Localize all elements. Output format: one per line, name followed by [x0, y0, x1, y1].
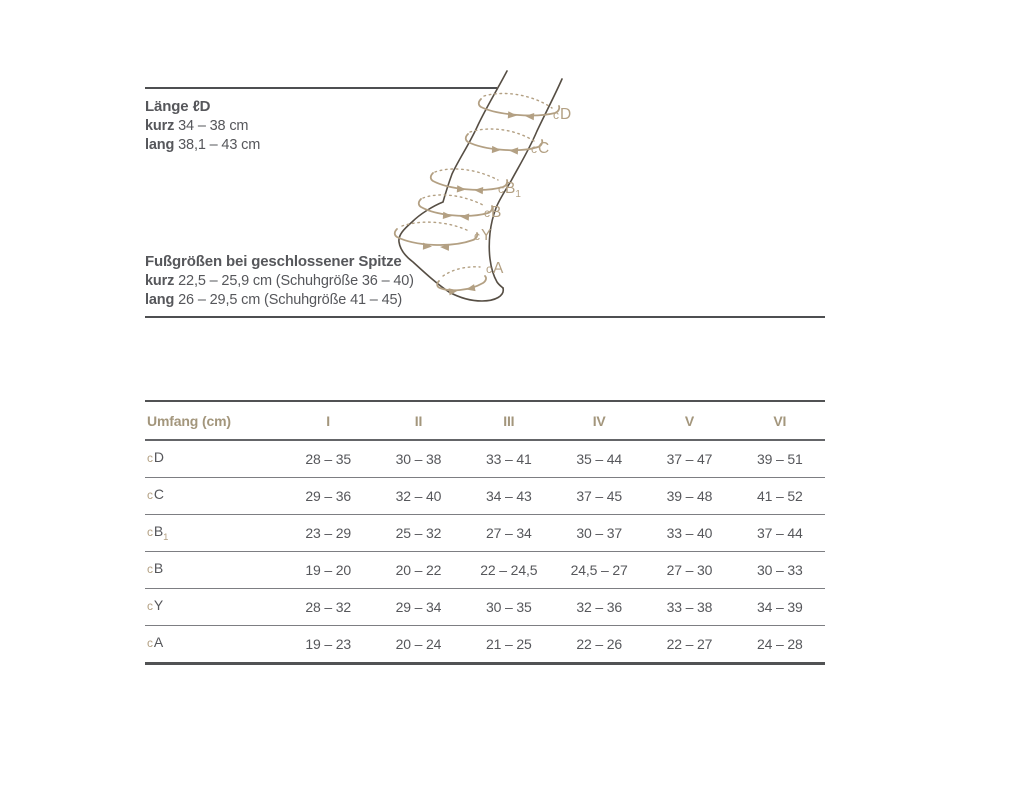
band-label-cD: [553, 106, 571, 126]
foot-lang-line: [145, 291, 414, 311]
row-label-cA-prefix: c: [147, 636, 153, 651]
table-header-size-I: I: [326, 412, 331, 429]
cell-cB-V: 27 – 30: [666, 562, 713, 578]
cell-cC-II: 32 – 40: [395, 488, 442, 504]
row-label-cB: [145, 560, 283, 580]
length-lang-label: lang: [145, 137, 175, 153]
row-label-cD-prefix: c: [147, 451, 153, 466]
circumference-size-table: [145, 400, 825, 665]
band-label-cB-letter: B: [491, 204, 502, 221]
cell-cB-III: 22 – 24,5: [480, 562, 538, 578]
table-row-cB1: [145, 515, 825, 552]
cell-cY-III: 30 – 35: [485, 599, 532, 615]
cell-cC-I: 29 – 36: [305, 488, 351, 504]
section-divider-line: [145, 316, 825, 318]
row-label-cB1-sub: 1: [163, 531, 169, 543]
cell-cA-IV: 22 – 26: [576, 636, 622, 652]
band-label-cD-prefix: c: [553, 108, 559, 122]
cell-cB-II: 20 – 22: [395, 562, 442, 578]
band-label-cA: [486, 260, 503, 280]
cell-cC-IV: 37 – 45: [576, 488, 622, 504]
length-title: Länge ℓD: [145, 98, 211, 115]
row-label-cA: [145, 634, 283, 654]
cell-cB1-I: 23 – 29: [305, 525, 351, 541]
band-label-cB1-sub: 1: [515, 189, 521, 201]
row-label-cB-prefix: c: [147, 562, 153, 577]
table-header-size-II: II: [414, 412, 423, 429]
cell-cY-VI: 34 – 39: [756, 599, 803, 615]
table-header-row: [145, 402, 825, 441]
cell-cB-I: 19 – 20: [305, 562, 351, 578]
length-info-block: [145, 97, 260, 156]
length-kurz-label: kurz: [145, 117, 175, 134]
foot-kurz-label: kurz: [145, 272, 175, 289]
cell-cA-VI: 24 – 28: [756, 636, 803, 652]
table-header-size-III: III: [503, 412, 515, 429]
row-label-cY-prefix: c: [147, 599, 153, 614]
band-label-cB1: [498, 180, 521, 200]
row-label-cA-letter: A: [153, 634, 164, 651]
table-row-cB: [145, 552, 825, 589]
length-lang-value: 38,1 – 43 cm: [178, 137, 261, 153]
cell-cB-VI: 30 – 33: [756, 562, 803, 578]
cell-cB1-II: 25 – 32: [395, 525, 442, 541]
band-label-cC: [531, 140, 549, 160]
row-label-cC-letter: C: [153, 486, 164, 503]
band-label-cC-letter: C: [538, 140, 550, 157]
row-label-cD-letter: D: [153, 449, 164, 466]
cell-cY-II: 29 – 34: [395, 599, 442, 615]
row-label-cB1-letter: B: [153, 523, 164, 540]
cell-cD-III: 33 – 41: [485, 451, 532, 467]
row-label-cB-letter: B: [153, 560, 164, 577]
row-label-cY-letter: Y: [153, 597, 164, 614]
row-label-cC: [145, 486, 283, 506]
cell-cA-V: 22 – 27: [666, 636, 713, 652]
cell-cY-I: 28 – 32: [305, 599, 351, 615]
cell-cB-IV: 24,5 – 27: [570, 562, 628, 578]
band-label-cY-prefix: c: [474, 229, 480, 243]
row-label-cB1-prefix: c: [147, 525, 153, 540]
foot-kurz-line: [145, 272, 414, 292]
cell-cA-III: 21 – 25: [485, 636, 532, 652]
row-label-cD: [145, 449, 283, 469]
table-row-cY: [145, 589, 825, 626]
cell-cD-IV: 35 – 44: [576, 451, 622, 467]
cell-cB1-III: 27 – 34: [485, 525, 532, 541]
row-label-cY: [145, 597, 283, 617]
length-lang-line: [145, 136, 260, 156]
band-label-cB-prefix: c: [484, 206, 490, 220]
table-header-umfang: Umfang (cm): [147, 412, 231, 429]
cell-cA-I: 19 – 23: [305, 636, 351, 652]
band-label-cB: [484, 204, 501, 224]
length-kurz-value: 34 – 38 cm: [178, 117, 249, 134]
table-row-cC: [145, 478, 825, 515]
band-label-cD-letter: D: [560, 106, 572, 123]
cell-cB1-VI: 37 – 44: [756, 525, 803, 541]
row-label-cB1: [145, 523, 283, 543]
length-kurz-line: [145, 117, 260, 137]
band-label-cY-letter: Y: [481, 227, 492, 244]
band-label-cC-prefix: c: [531, 142, 537, 156]
table-row-cD: [145, 441, 825, 478]
foot-lang-value: 26 – 29,5 cm (Schuhgröße 41 – 45): [178, 292, 403, 308]
table-header-size-V: V: [684, 412, 695, 429]
cell-cC-VI: 41 – 52: [756, 488, 803, 504]
table-header-size-IV: IV: [592, 412, 606, 429]
band-label-cB1-letter: B: [505, 180, 516, 197]
leg-measurement-diagram: [385, 55, 610, 310]
foot-lang-label: lang: [145, 292, 175, 308]
band-label-cA-letter: A: [493, 260, 504, 277]
cell-cD-VI: 39 – 51: [756, 451, 803, 467]
table-header-size-VI: VI: [773, 412, 787, 429]
cell-cC-V: 39 – 48: [666, 488, 713, 504]
foot-info-block: [145, 252, 414, 311]
cell-cD-II: 30 – 38: [395, 451, 442, 467]
cell-cC-III: 34 – 43: [485, 488, 532, 504]
cell-cY-IV: 32 – 36: [576, 599, 622, 615]
cell-cB1-V: 33 – 40: [666, 525, 713, 541]
cell-cB1-IV: 30 – 37: [576, 525, 622, 541]
cell-cA-II: 20 – 24: [395, 636, 442, 652]
cell-cD-I: 28 – 35: [305, 451, 351, 467]
band-label-cA-prefix: c: [486, 262, 492, 276]
band-label-cB1-prefix: c: [498, 182, 504, 196]
foot-title: Fußgrößen bei geschlossener Spitze: [145, 253, 402, 270]
foot-kurz-value: 22,5 – 25,9 cm (Schuhgröße 36 – 40): [178, 272, 414, 289]
cell-cY-V: 33 – 38: [666, 599, 713, 615]
band-label-cY: [474, 227, 491, 247]
table-row-cA: [145, 626, 825, 662]
row-label-cC-prefix: c: [147, 488, 153, 503]
cell-cD-V: 37 – 47: [666, 451, 713, 467]
